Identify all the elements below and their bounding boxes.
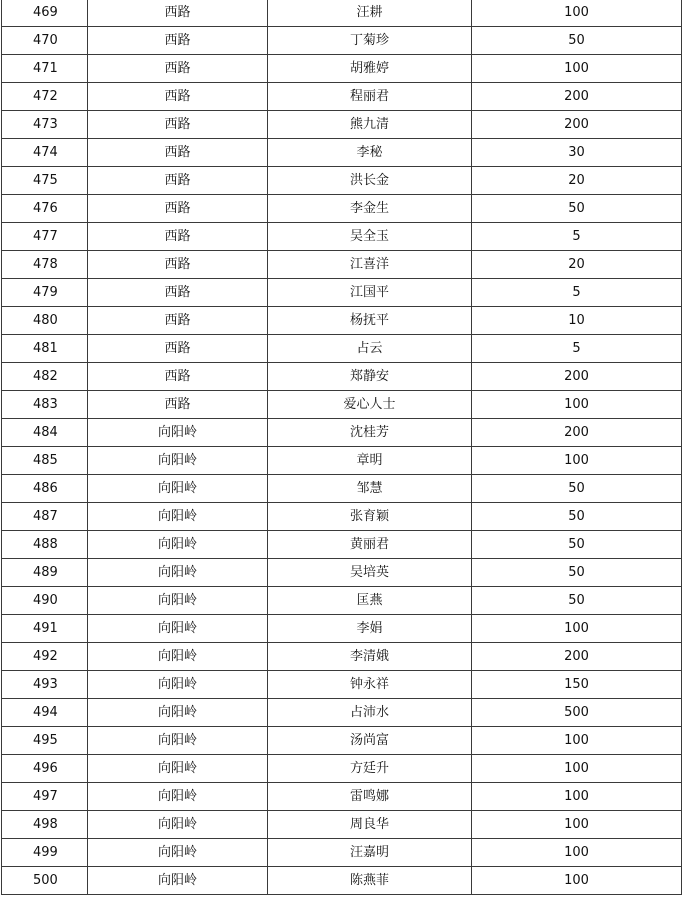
area-cell: 西路 (88, 335, 268, 363)
area-cell: 向阳岭 (88, 867, 268, 895)
table-row (2, 447, 682, 475)
area-cell: 向阳岭 (88, 531, 268, 559)
area-cell: 西路 (88, 363, 268, 391)
row-number-cell: 490 (2, 587, 88, 615)
row-number-cell: 497 (2, 783, 88, 811)
amount-cell: 100 (472, 615, 682, 643)
donor-name-cell: 郑静安 (268, 363, 472, 391)
row-number-cell: 480 (2, 307, 88, 335)
row-number-cell: 476 (2, 195, 88, 223)
row-number-cell: 483 (2, 391, 88, 419)
donor-name-cell: 丁菊珍 (268, 27, 472, 55)
amount-cell: 100 (472, 55, 682, 83)
table-row (2, 27, 682, 55)
amount-cell: 100 (472, 755, 682, 783)
amount-cell: 100 (472, 727, 682, 755)
table-row (2, 55, 682, 83)
table-row (2, 699, 682, 727)
table-row (2, 307, 682, 335)
area-cell: 西路 (88, 391, 268, 419)
donor-name-cell: 吴全玉 (268, 223, 472, 251)
donor-name-cell: 匡燕 (268, 587, 472, 615)
table-row (2, 503, 682, 531)
table-row (2, 111, 682, 139)
amount-cell: 200 (472, 111, 682, 139)
area-cell: 向阳岭 (88, 503, 268, 531)
amount-cell: 5 (472, 223, 682, 251)
area-cell: 向阳岭 (88, 699, 268, 727)
amount-cell: 50 (472, 475, 682, 503)
area-cell: 向阳岭 (88, 839, 268, 867)
area-cell: 西路 (88, 223, 268, 251)
row-number-cell: 486 (2, 475, 88, 503)
donor-name-cell: 汤尚富 (268, 727, 472, 755)
row-number-cell: 470 (2, 27, 88, 55)
amount-cell: 100 (472, 0, 682, 27)
amount-cell: 200 (472, 363, 682, 391)
table-row (2, 279, 682, 307)
table-row (2, 643, 682, 671)
donor-name-cell: 黄丽君 (268, 531, 472, 559)
donor-name-cell: 邹慧 (268, 475, 472, 503)
row-number-cell: 484 (2, 419, 88, 447)
amount-cell: 200 (472, 83, 682, 111)
table-row (2, 587, 682, 615)
table-row (2, 139, 682, 167)
row-number-cell: 494 (2, 699, 88, 727)
donor-name-cell: 李金生 (268, 195, 472, 223)
area-cell: 西路 (88, 195, 268, 223)
row-number-cell: 479 (2, 279, 88, 307)
donor-name-cell: 吴培英 (268, 559, 472, 587)
row-number-cell: 478 (2, 251, 88, 279)
donor-name-cell: 爱心人士 (268, 391, 472, 419)
area-cell: 向阳岭 (88, 615, 268, 643)
amount-cell: 5 (472, 335, 682, 363)
table-row (2, 615, 682, 643)
donor-name-cell: 沈桂芳 (268, 419, 472, 447)
area-cell: 向阳岭 (88, 811, 268, 839)
amount-cell: 50 (472, 531, 682, 559)
area-cell: 向阳岭 (88, 419, 268, 447)
row-number-cell: 487 (2, 503, 88, 531)
amount-cell: 100 (472, 447, 682, 475)
table-row (2, 783, 682, 811)
row-number-cell: 474 (2, 139, 88, 167)
area-cell: 西路 (88, 279, 268, 307)
row-number-cell: 481 (2, 335, 88, 363)
table-row (2, 475, 682, 503)
area-cell: 西路 (88, 251, 268, 279)
area-cell: 西路 (88, 111, 268, 139)
row-number-cell: 475 (2, 167, 88, 195)
row-number-cell: 488 (2, 531, 88, 559)
amount-cell: 30 (472, 139, 682, 167)
amount-cell: 150 (472, 671, 682, 699)
area-cell: 向阳岭 (88, 783, 268, 811)
table-row (2, 83, 682, 111)
row-number-cell: 499 (2, 839, 88, 867)
amount-cell: 200 (472, 419, 682, 447)
area-cell: 西路 (88, 55, 268, 83)
row-number-cell: 482 (2, 363, 88, 391)
amount-cell: 50 (472, 195, 682, 223)
donor-name-cell: 汪耕 (268, 0, 472, 27)
row-number-cell: 493 (2, 671, 88, 699)
row-number-cell: 496 (2, 755, 88, 783)
amount-cell: 100 (472, 839, 682, 867)
table-row (2, 755, 682, 783)
amount-cell: 100 (472, 391, 682, 419)
area-cell: 向阳岭 (88, 727, 268, 755)
amount-cell: 10 (472, 307, 682, 335)
area-cell: 向阳岭 (88, 587, 268, 615)
row-number-cell: 492 (2, 643, 88, 671)
amount-cell: 5 (472, 279, 682, 307)
row-number-cell: 469 (2, 0, 88, 27)
donor-name-cell: 江喜洋 (268, 251, 472, 279)
donor-name-cell: 熊九清 (268, 111, 472, 139)
donation-table (1, 0, 682, 895)
table-row (2, 811, 682, 839)
donor-name-cell: 洪长金 (268, 167, 472, 195)
donor-name-cell: 李清娥 (268, 643, 472, 671)
amount-cell: 20 (472, 167, 682, 195)
row-number-cell: 477 (2, 223, 88, 251)
table-row (2, 671, 682, 699)
donor-name-cell: 方廷升 (268, 755, 472, 783)
donor-name-cell: 杨抚平 (268, 307, 472, 335)
amount-cell: 20 (472, 251, 682, 279)
area-cell: 西路 (88, 307, 268, 335)
amount-cell: 200 (472, 643, 682, 671)
table-row (2, 559, 682, 587)
row-number-cell: 495 (2, 727, 88, 755)
row-number-cell: 489 (2, 559, 88, 587)
area-cell: 向阳岭 (88, 559, 268, 587)
donor-name-cell: 程丽君 (268, 83, 472, 111)
area-cell: 向阳岭 (88, 755, 268, 783)
amount-cell: 100 (472, 783, 682, 811)
donor-name-cell: 陈燕菲 (268, 867, 472, 895)
donor-name-cell: 李秘 (268, 139, 472, 167)
row-number-cell: 472 (2, 83, 88, 111)
amount-cell: 500 (472, 699, 682, 727)
amount-cell: 50 (472, 27, 682, 55)
table-row (2, 531, 682, 559)
table-row (2, 419, 682, 447)
row-number-cell: 500 (2, 867, 88, 895)
donor-name-cell: 张育颖 (268, 503, 472, 531)
donor-name-cell: 钟永祥 (268, 671, 472, 699)
area-cell: 西路 (88, 83, 268, 111)
donor-name-cell: 胡雅婷 (268, 55, 472, 83)
donor-name-cell: 雷鸣娜 (268, 783, 472, 811)
area-cell: 西路 (88, 167, 268, 195)
area-cell: 西路 (88, 0, 268, 27)
area-cell: 西路 (88, 139, 268, 167)
table-row (2, 727, 682, 755)
row-number-cell: 473 (2, 111, 88, 139)
table-row (2, 391, 682, 419)
row-number-cell: 485 (2, 447, 88, 475)
table-row (2, 195, 682, 223)
table-row (2, 839, 682, 867)
table-row (2, 167, 682, 195)
area-cell: 向阳岭 (88, 475, 268, 503)
table-row (2, 251, 682, 279)
area-cell: 向阳岭 (88, 671, 268, 699)
row-number-cell: 498 (2, 811, 88, 839)
amount-cell: 100 (472, 867, 682, 895)
table-row (2, 363, 682, 391)
donor-name-cell: 江国平 (268, 279, 472, 307)
table-body (2, 0, 682, 895)
table-row (2, 0, 682, 27)
donor-name-cell: 汪嘉明 (268, 839, 472, 867)
row-number-cell: 471 (2, 55, 88, 83)
donor-name-cell: 李娟 (268, 615, 472, 643)
table-row (2, 223, 682, 251)
amount-cell: 50 (472, 559, 682, 587)
area-cell: 向阳岭 (88, 447, 268, 475)
area-cell: 西路 (88, 27, 268, 55)
donor-name-cell: 占沛水 (268, 699, 472, 727)
amount-cell: 100 (472, 811, 682, 839)
amount-cell: 50 (472, 587, 682, 615)
table-row (2, 335, 682, 363)
amount-cell: 50 (472, 503, 682, 531)
donor-name-cell: 占云 (268, 335, 472, 363)
donor-name-cell: 周良华 (268, 811, 472, 839)
table-row (2, 867, 682, 895)
row-number-cell: 491 (2, 615, 88, 643)
area-cell: 向阳岭 (88, 643, 268, 671)
donor-name-cell: 章明 (268, 447, 472, 475)
